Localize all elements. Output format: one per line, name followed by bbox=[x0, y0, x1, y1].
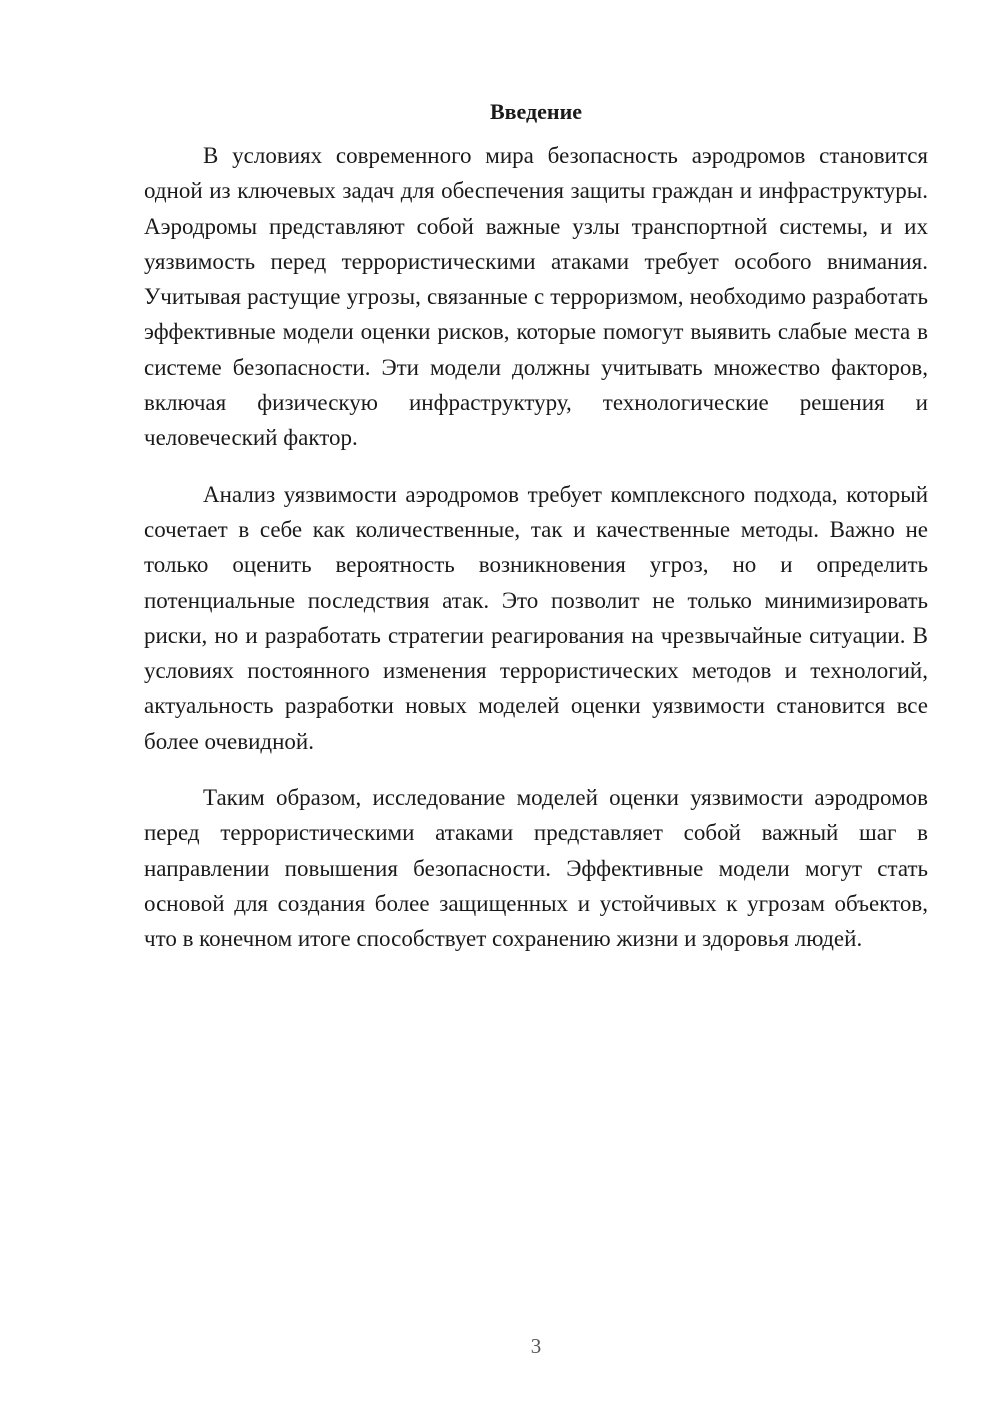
paragraph-1: В условиях современного мира безопасность аэродромов становится одной из ключевых задач для обеспечения защиты граждан и инфраструктуры. Аэродромы представляют собой важные узлы транспортной системы, и их уязвимость перед террористическими атаками требует особого внимания. Учитывая растущие угрозы, связанные с терроризмом, необходимо разработать эффективные модели оценки рисков, которые помогут выявить слабые места в системе безопасности. Эти модели должны учитывать множество факторов, включая физическую инфраструктуру, технологические решения и человеческий фактор. bbox=[144, 143, 928, 451]
page-content bbox=[144, 96, 928, 978]
paragraph-2: Анализ уязвимости аэродромов требует комплексного подхода, который сочетает в себе как количественные, так и качественные методы. Важно не только оценить вероятность возникновения угроз, но и определить потенциальные последствия атак. Это позволит не только минимизировать риски, но и разработать стратегии реагирования на чрезвычайные ситуации. В условиях постоянного изменения террористических методов и технологий, актуальность разработки новых моделей оценки уязвимости становится все более очевидной. bbox=[144, 481, 928, 754]
paragraph-3: Таким образом, исследование моделей оценки уязвимости аэродромов перед террористическими атаками представляет собой важный шаг в направлении повышения безопасности. Эффективные модели могут стать основой для создания более защищенных и устойчивых к угрозам объектов, что в конечном итоге способствует сохранению жизни и здоровья людей. bbox=[144, 785, 928, 952]
section-title: Введение bbox=[489, 99, 583, 124]
page-number: 3 bbox=[530, 1334, 542, 1358]
